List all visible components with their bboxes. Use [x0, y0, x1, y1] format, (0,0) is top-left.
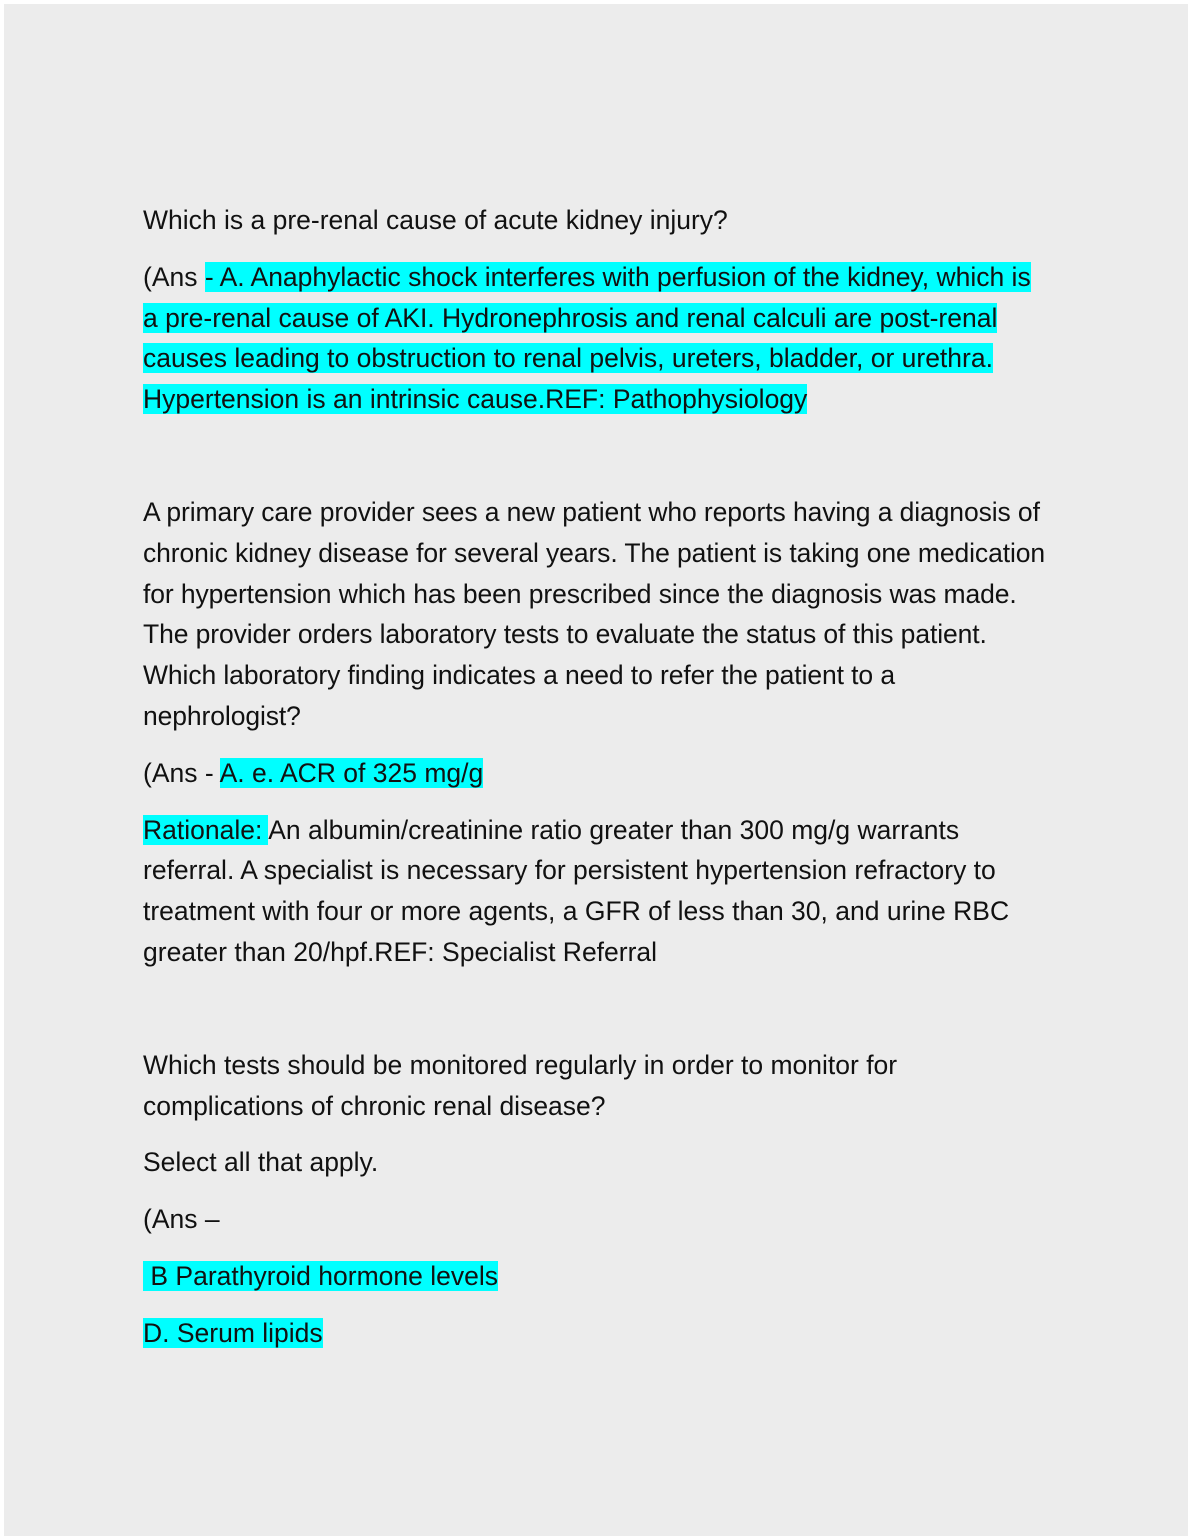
answer-2-prefix: (Ans -	[143, 757, 220, 788]
answer-2-highlight: A. e. ACR of 325 mg/g	[219, 757, 484, 788]
answer-1-highlight: - A. Anaphylactic shock interferes with perfusion of the kidney, which is a pre-renal cause of AKI. Hydronephrosis and renal calculi are post-renal causes leading to obstruction to renal pelvis, ureters, bladder, or urethra. Hypertension is an intrinsic cause.REF: Pathophysiology	[143, 261, 1031, 415]
answer-3-prefix: (Ans –	[143, 1204, 220, 1235]
question-1: Which is a pre-renal cause of acute kidney injury?	[143, 205, 728, 235]
rationale-2	[143, 810, 1048, 973]
answer-3-item-1	[143, 1256, 1048, 1297]
answer-2	[143, 753, 1048, 794]
document-content	[143, 200, 1048, 1354]
document-page	[4, 4, 1188, 1536]
instruction-3: Select all that apply.	[143, 1147, 379, 1178]
rationale-label: Rationale:	[143, 814, 269, 845]
answer-3-highlight-2: D. Serum lipids	[143, 1317, 323, 1348]
answer-1	[143, 257, 1048, 420]
answer-3-highlight-1: B Parathyroid hormone levels	[143, 1260, 498, 1291]
answer-1-prefix: (Ans	[143, 261, 205, 292]
answer-3-item-2	[143, 1313, 1048, 1354]
question-3: Which tests should be monitored regularly in order to monitor for complications of chronic renal disease?	[143, 1049, 898, 1121]
rationale-text: An albumin/creatinine ratio greater than 300 mg/g warrants referral. A specialist is necessary for persistent hypertension refractory to treatment with four or more agents, a GFR of less than 30, and urine RBC greater than 20/hpf.REF: Specialist Referral	[143, 814, 1010, 967]
question-2: A primary care provider sees a new patient who reports having a diagnosis of chronic kidney disease for several years. The patient is taking one medication for hypertension which has been prescribed since the diagnosis was made. The provider orders laboratory tests to evaluate the status of this patient. Which laboratory finding indicates a need to refer the patient to a nephrologist?	[143, 496, 1046, 731]
